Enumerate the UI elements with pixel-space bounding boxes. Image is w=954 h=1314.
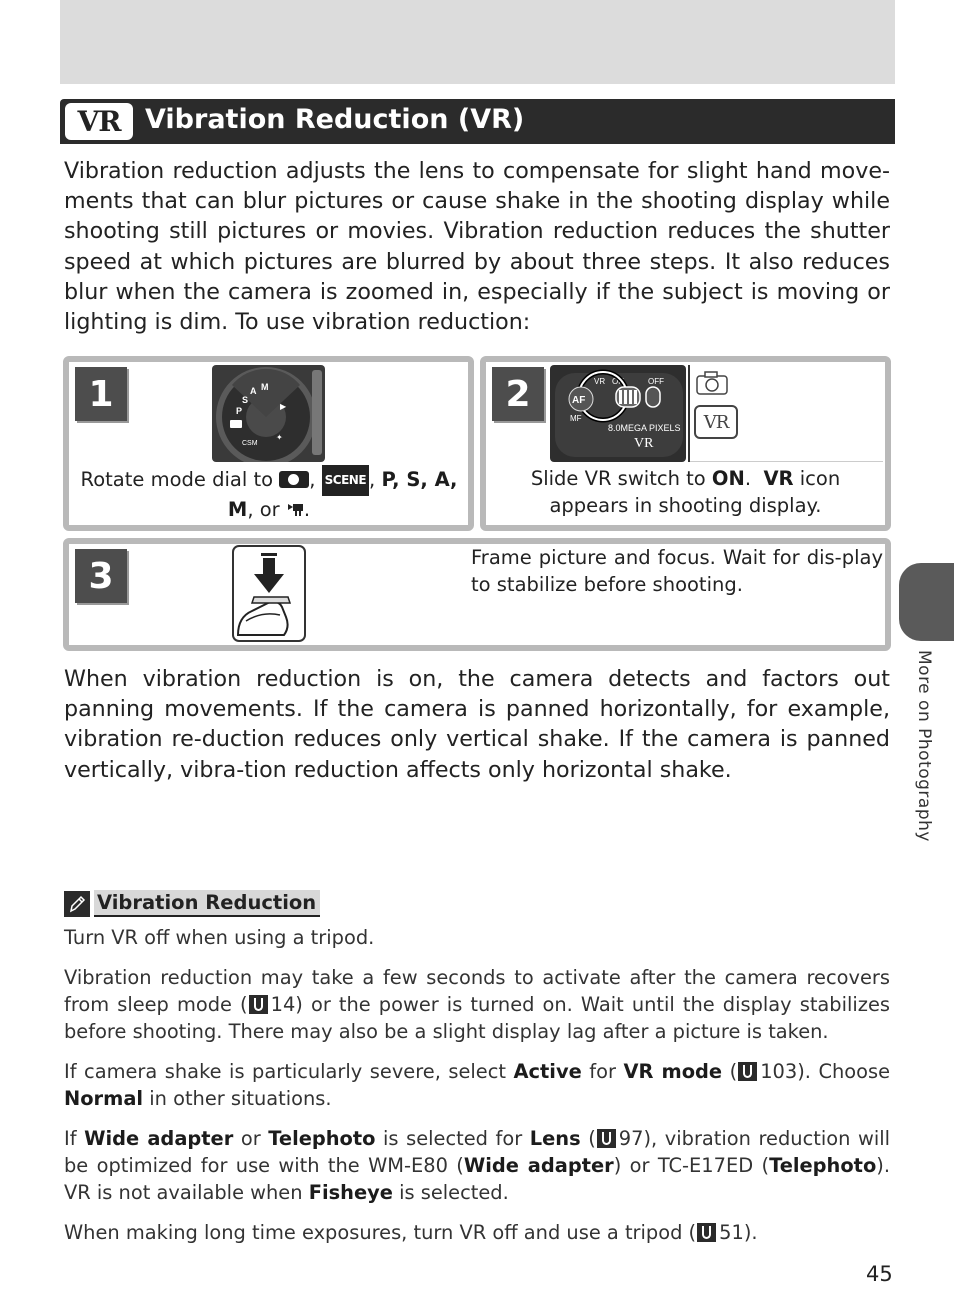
- svg-text:S: S: [242, 395, 249, 405]
- camera-icon: [696, 371, 728, 395]
- page-ref-icon: [738, 1062, 757, 1081]
- panning-paragraph: When vibration reduction is on, the camera detects and factors out panning movements. If the camera is panned horizontally, for example, vibration re-duction reduces only vertical shake. If the camera is panned vertically, vibra-tion reduction affects only horizontal shake.: [64, 666, 890, 783]
- step-1-or: , or: [247, 498, 280, 521]
- pencil-icon: [64, 891, 90, 917]
- chapter-label: More on Photography: [914, 650, 934, 842]
- vr-badge-icon: VR: [65, 103, 133, 140]
- switch-label-badge: VR: [634, 436, 654, 451]
- page-ref-103[interactable]: 103: [760, 1060, 798, 1083]
- switch-label-off: OFF: [648, 377, 664, 386]
- svg-text:CSM: CSM: [242, 440, 258, 447]
- shooting-display-illustration: [688, 365, 883, 462]
- page-ref-icon: [597, 1129, 616, 1148]
- mode-dial-illustration: [212, 365, 325, 462]
- step-3-caption: Frame picture and focus. Wait for dis-play to stabilize before shooting.: [471, 546, 883, 596]
- svg-text:✦: ✦: [276, 433, 283, 442]
- step-2-caption-post: icon appears in shooting display.: [549, 467, 841, 517]
- vr-switch-illustration: [550, 365, 686, 462]
- switch-label-vr: VR: [594, 377, 606, 386]
- note-title: Vibration Reduction: [94, 890, 320, 917]
- step-2-vr-label: VR: [763, 467, 794, 490]
- vr-display-icon: VR: [694, 405, 738, 439]
- step-1-number: 1: [75, 367, 127, 421]
- page-ref-icon: [697, 1223, 716, 1242]
- step-2-caption-text: Slide VR switch to: [530, 467, 706, 490]
- note-paragraph-5: When making long time exposures, turn VR off and use a tripod ( 51).: [64, 1221, 758, 1244]
- scene-mode-icon: SCENE: [322, 465, 369, 496]
- svg-text:M: M: [261, 382, 269, 392]
- page-ref-icon: [249, 995, 268, 1014]
- page-ref-14[interactable]: 14: [270, 993, 296, 1016]
- step-2-on-label: ON: [711, 467, 745, 490]
- svg-text:P: P: [236, 406, 243, 416]
- page-title: Vibration Reduction (VR): [145, 104, 525, 135]
- switch-label-af: AF: [572, 395, 586, 406]
- switch-label-on: ON: [612, 377, 624, 386]
- note-paragraph-4: If Wide adapter or Telephoto is selected for Lens ( 97), vibration reduction will be optimized for use with the WM-E80 (Wide adapter) or TC-E17ED (Telephoto). VR is not available when Fisheye is selected.: [64, 1127, 891, 1204]
- note-paragraph-2: Vibration reduction may take a few seconds to activate after the camera recovers from sleep mode ( 14) or the power is turned on. Wait until the display stabilizes before shooting. There may also be a slight display lag after a picture is taken.: [64, 966, 890, 1043]
- switch-label-mf: MF: [570, 414, 582, 423]
- note-paragraph-3: If camera shake is particularly severe, select Active for VR mode ( 103). Choose Normal in other situations.: [64, 1060, 891, 1110]
- page-ref-97[interactable]: 97: [618, 1127, 644, 1150]
- step-1-mode-m: M: [227, 498, 248, 521]
- header-band: [60, 0, 895, 84]
- switch-label-megapixels: 8.0MEGA PIXELS: [608, 423, 681, 433]
- svg-text:▶: ▶: [280, 402, 287, 411]
- step-1-caption-text: Rotate mode dial to: [80, 468, 274, 491]
- movie-mode-icon: [286, 501, 304, 517]
- chapter-tab: [899, 563, 954, 641]
- page-number: 45: [866, 1262, 893, 1286]
- step-3-number: 3: [75, 549, 127, 603]
- page-ref-51[interactable]: 51: [719, 1221, 744, 1244]
- step-1-caption: Rotate mode dial to , SCENE , P, S, A, M, or .: [72, 465, 466, 523]
- intro-paragraph: Vibration reduction adjusts the lens to compensate for slight hand move-ments that can blur pictures or cause shake in the shooting display while shooting still pictures or movies. Vibration reduction reduces the shutter speed at which pictures are blurred by about three steps. It also reduces blur when the camera is zoomed in, especially if the subject is moving or lighting is dim. To use vibration reduction:: [64, 158, 890, 336]
- svg-text:A: A: [250, 386, 257, 396]
- note-paragraph-1: Turn VR off when using a tripod.: [64, 926, 375, 949]
- step-1-modes: P, S, A,: [381, 468, 458, 491]
- step-2-number: 2: [492, 367, 544, 421]
- note-heading: [64, 890, 320, 917]
- shutter-press-icon: [232, 545, 306, 642]
- auto-mode-icon: [279, 471, 309, 488]
- step-2-caption: Slide VR switch to ON. VR icon appears in shooting display.: [530, 467, 841, 517]
